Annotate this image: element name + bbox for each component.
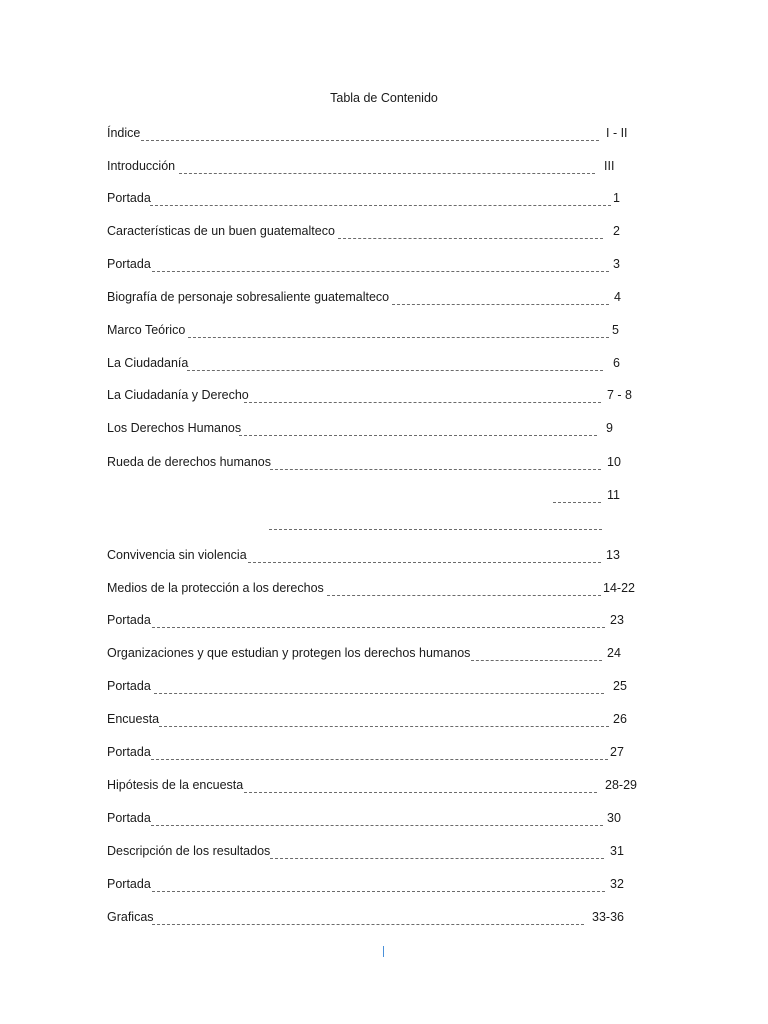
toc-entry-label: Portada (107, 257, 151, 271)
toc-entry (107, 548, 647, 566)
toc-entry-label: Encuesta (107, 712, 160, 726)
toc-entry (107, 191, 647, 209)
toc-dotted-leader (150, 191, 611, 206)
toc-dotted-leader (327, 581, 601, 596)
toc-entry-page-number: 10 (607, 455, 621, 469)
toc-entry (107, 159, 647, 177)
toc-dotted-leader (338, 224, 603, 239)
toc-dotted-leader (151, 745, 608, 760)
toc-dotted-leader (179, 159, 595, 174)
toc-entry-page-number: 24 (607, 646, 621, 660)
toc-dotted-leader (152, 877, 605, 892)
toc-dotted-leader (141, 126, 599, 141)
toc-dotted-leader (270, 455, 601, 470)
toc-entry-page-number: 33-36 (592, 910, 624, 924)
toc-entry-label: Características de un buen guatemalteco (107, 224, 335, 238)
toc-entry-page-number: 28-29 (605, 778, 637, 792)
toc-entry (107, 679, 647, 697)
toc-entry-label: Biografía de personaje sobresaliente guatemalteco (107, 290, 390, 304)
toc-entry-page-number: 11 (607, 488, 620, 502)
toc-entry-label: Portada (107, 613, 151, 627)
toc-dotted-leader (553, 488, 601, 503)
toc-dotted-leader (471, 646, 602, 661)
toc-dotted-leader (159, 712, 609, 727)
toc-entry-page-number: 1 (613, 191, 620, 205)
toc-entry-page-number: 4 (614, 290, 621, 304)
toc-entry-label: Medios de la protección a los derechos (107, 581, 324, 595)
toc-entry (107, 910, 647, 928)
toc-entry-label: Descripción de los resultados (107, 844, 271, 858)
toc-entry (107, 877, 647, 895)
orphan-dotted-leader (269, 528, 602, 530)
toc-dotted-leader (244, 388, 601, 403)
toc-entry-page-number: 32 (610, 877, 624, 891)
toc-dotted-leader (152, 613, 605, 628)
toc-entry (107, 778, 647, 796)
toc-entry-page-number: III (604, 159, 615, 173)
toc-entry-label: Portada (107, 811, 151, 825)
toc-entry-page-number: I - II (606, 126, 628, 140)
toc-dotted-leader (244, 778, 597, 793)
toc-entry-page-number: 7 - 8 (607, 388, 633, 402)
toc-entry (107, 844, 647, 862)
toc-entry (107, 745, 647, 763)
toc-entry-label: Graficas (107, 910, 154, 924)
toc-entry-page-number: 30 (607, 811, 621, 825)
toc-entry-label: Organizaciones y que estudian y protegen los derechos humanos (107, 646, 471, 660)
toc-entry (107, 581, 647, 599)
toc-entry-page-number: 3 (613, 257, 620, 271)
toc-entry-page-number: 9 (606, 421, 613, 435)
toc-entry (107, 323, 647, 341)
toc-entry-label: Convivencia sin violencia (107, 548, 247, 562)
toc-entry-label: La Ciudadanía (107, 356, 189, 370)
toc-entry-page-number: 14-22 (603, 581, 635, 595)
toc-dotted-leader (239, 421, 597, 436)
toc-entry (107, 224, 647, 242)
toc-entry-page-number: 27 (610, 745, 624, 759)
toc-entry (107, 290, 647, 308)
toc-entry-label: Rueda de derechos humanos (107, 455, 272, 469)
toc-entry-label: La Ciudadanía y Derecho (107, 388, 249, 402)
toc-entry-label: Índice (107, 126, 141, 140)
toc-dotted-leader (270, 844, 604, 859)
toc-entry-label: Portada (107, 745, 151, 759)
toc-dotted-leader (188, 323, 609, 338)
toc-entry (107, 257, 647, 275)
toc-entry-label: Portada (107, 191, 151, 205)
toc-entry-page-number: 31 (610, 844, 624, 858)
toc-entry-label: Hipótesis de la encuesta (107, 778, 244, 792)
toc-entry-page-number: 25 (613, 679, 627, 693)
toc-entry-label: Los Derechos Humanos (107, 421, 242, 435)
toc-entry-page-number: 2 (613, 224, 620, 238)
toc-entry-page-number: 5 (612, 323, 619, 337)
toc-entry-label: Introducción (107, 159, 176, 173)
toc-entry (107, 388, 647, 406)
toc-entry (107, 712, 647, 730)
toc-entry (107, 811, 647, 829)
toc-entry-page-number: 23 (610, 613, 624, 627)
toc-entry-label: Portada (107, 679, 151, 693)
toc-entry (107, 126, 647, 144)
toc-entry (107, 613, 647, 631)
document-title: Tabla de Contenido (330, 91, 438, 105)
toc-dotted-leader (152, 910, 584, 925)
toc-dotted-leader (392, 290, 609, 305)
toc-entry-label: Marco Teórico (107, 323, 186, 337)
toc-dotted-leader (187, 356, 603, 371)
toc-dotted-leader (248, 548, 601, 563)
toc-entry (107, 421, 647, 439)
toc-entry-page-number: 13 (606, 548, 620, 562)
toc-entry (107, 646, 647, 664)
toc-entry (107, 455, 647, 473)
toc-entry (107, 488, 647, 506)
toc-dotted-leader (152, 257, 609, 272)
toc-dotted-leader (151, 811, 603, 826)
toc-entry-label: Portada (107, 877, 151, 891)
text-cursor (383, 946, 384, 957)
toc-entry (107, 356, 647, 374)
toc-entry-page-number: 6 (613, 356, 620, 370)
toc-dotted-leader (154, 679, 604, 694)
toc-entry-page-number: 26 (613, 712, 627, 726)
